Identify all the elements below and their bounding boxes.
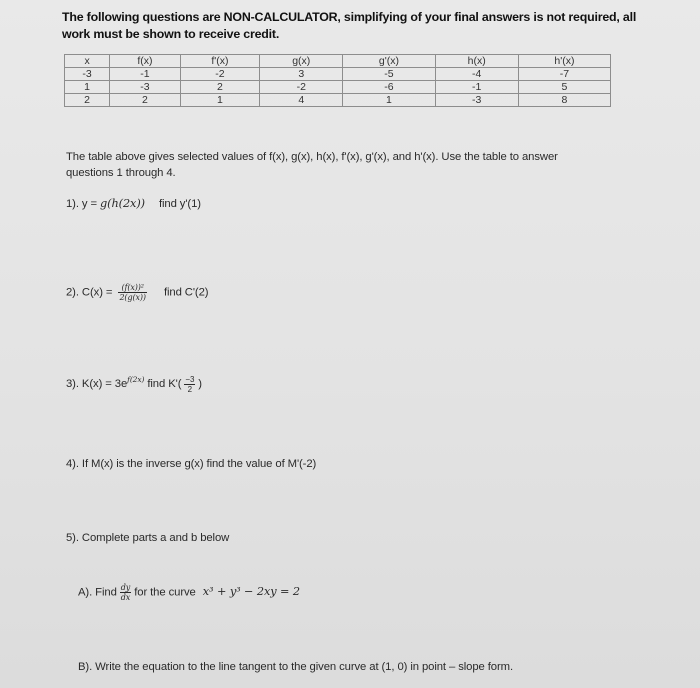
table-cell: -2 (260, 81, 343, 94)
table-cell: 8 (518, 94, 610, 107)
header-g-prime: g'(x) (343, 55, 435, 68)
question-1-expression: g(h(2x)) (100, 197, 145, 210)
table-cell: -1 (110, 68, 181, 81)
question-2-fraction (118, 283, 147, 302)
table-description: The table above gives selected values of f(x), g(x), h(x), f'(x), g'(x), and h'(x). Use the table to answer questions 1 through 4. (66, 151, 558, 179)
question-2-numerator: (f(x))² (118, 283, 147, 293)
question-3-arg-denominator: 2 (187, 384, 193, 394)
table-cell: 1 (343, 94, 435, 107)
question-2-task: find C'(2) (163, 286, 209, 299)
header-g: g(x) (260, 55, 343, 68)
table-row (65, 94, 611, 107)
table-cell: -3 (110, 81, 181, 94)
table-cell: 1 (180, 94, 259, 107)
values-table (64, 54, 611, 107)
question-3-task-suffix: ) (198, 378, 202, 390)
question-1-prefix: 1). y = (66, 198, 101, 210)
question-5b: B). Write the equation to the line tangent to the given curve at (1, 0) in point – slope form. (78, 661, 513, 673)
table-cell: -4 (435, 68, 518, 81)
table-cell: 2 (180, 81, 259, 94)
question-5a (78, 583, 300, 602)
table-cell: -3 (435, 94, 518, 107)
table-cell: 3 (260, 68, 343, 81)
question-4: 4). If M(x) is the inverse g(x) find the value of M'(-2) (66, 458, 317, 470)
table-cell: -5 (343, 68, 435, 81)
question-1-task: find y'(1) (158, 198, 201, 210)
table-row (65, 68, 611, 81)
question-5a-deriv-denominator: dx (120, 593, 131, 602)
table-row (65, 81, 611, 94)
question-3-exponent: f(2x) (127, 375, 145, 384)
header-x: x (65, 55, 110, 68)
question-5a-derivative (120, 583, 131, 602)
question-2-denominator: 2(g(x)) (119, 293, 146, 302)
question-3-prefix: 3). K(x) = 3e (66, 378, 128, 390)
question-1 (66, 196, 201, 212)
table-cell: -7 (518, 68, 610, 81)
table-cell: 1 (65, 81, 110, 94)
table-cell: -1 (435, 81, 518, 94)
question-5a-equation: x³ + y³ − 2xy = 2 (202, 585, 300, 599)
table-cell: 2 (110, 94, 181, 107)
table-cell: -3 (65, 68, 110, 81)
question-2 (66, 283, 208, 302)
table-header-row (65, 55, 611, 68)
question-5a-deriv-numerator: dy (120, 583, 131, 592)
instructions-heading: The following questions are NON-CALCULATOR, simplifying of your final answers is not required, all work must be shown to receive credit. (62, 10, 637, 41)
table-cell: 2 (65, 94, 110, 107)
question-3-arg-numerator: −3 (185, 374, 195, 384)
question-2-prefix: 2). C(x) = (66, 286, 116, 299)
question-3 (66, 372, 202, 394)
header-h: h(x) (435, 55, 518, 68)
table-cell: 5 (518, 81, 610, 94)
question-3-argument (184, 375, 195, 394)
table-cell: -2 (180, 68, 259, 81)
header-f-prime: f'(x) (180, 55, 259, 68)
table-cell: 4 (260, 94, 343, 107)
table-cell: -6 (343, 81, 435, 94)
header-f: f(x) (110, 55, 181, 68)
question-5: 5). Complete parts a and b below (66, 532, 230, 544)
header-h-prime: h'(x) (518, 55, 610, 68)
question-3-task-prefix: find K'( (147, 378, 182, 390)
question-5a-prefix: A). Find (78, 586, 117, 599)
question-5a-middle: for the curve (134, 586, 196, 599)
